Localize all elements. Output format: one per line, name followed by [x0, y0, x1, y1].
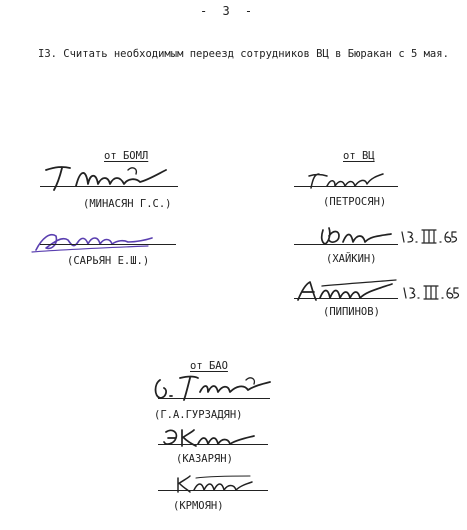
signatory-haikin: (ХАЙКИН) [326, 253, 377, 265]
header-boml: от БОМЛ [104, 150, 149, 162]
signature-minasyan [40, 160, 190, 196]
signatory-krmoyan: (КРМОЯН) [173, 500, 224, 512]
signature-line-krmoyan [158, 490, 268, 491]
page-number: - 3 - [200, 4, 257, 18]
clause-13: I3. Считать необходимым переезд сотрудников ВЦ в Бюракан с 5 мая. [38, 48, 449, 60]
signatory-petrosyan: (ПЕТРОСЯН) [323, 196, 387, 208]
signature-petrosyan [305, 168, 395, 194]
signature-line-gurzadyan [158, 398, 270, 399]
signature-line-petrosyan [294, 186, 398, 187]
signature-krmoyan [172, 472, 262, 496]
signature-line-haikin [294, 244, 398, 245]
signature-line-minasyan [40, 186, 178, 187]
signature-line-kazaryan [158, 444, 268, 445]
header-bao: от БАО [190, 360, 228, 372]
signatory-minasyan: (МИНАСЯН Г.С.) [83, 198, 172, 210]
signatory-pipinov: (ПИПИНОВ) [323, 306, 380, 318]
signature-haikin [315, 222, 405, 250]
signature-pipinov [292, 276, 402, 306]
signatory-kazaryan: (КАЗАРЯН) [176, 453, 233, 465]
signature-kazaryan [158, 424, 268, 452]
signature-line-pipinov [294, 298, 398, 299]
header-vc: от ВЦ [343, 150, 375, 162]
signature-line-saryan [40, 244, 176, 245]
signatory-saryan: (САРЬЯН Е.Ш.) [67, 255, 150, 267]
handwritten-date-1 [400, 226, 460, 246]
signatory-gurzadyan: (Г.А.ГУРЗАДЯН) [154, 409, 243, 421]
handwritten-date-2 [402, 282, 462, 302]
